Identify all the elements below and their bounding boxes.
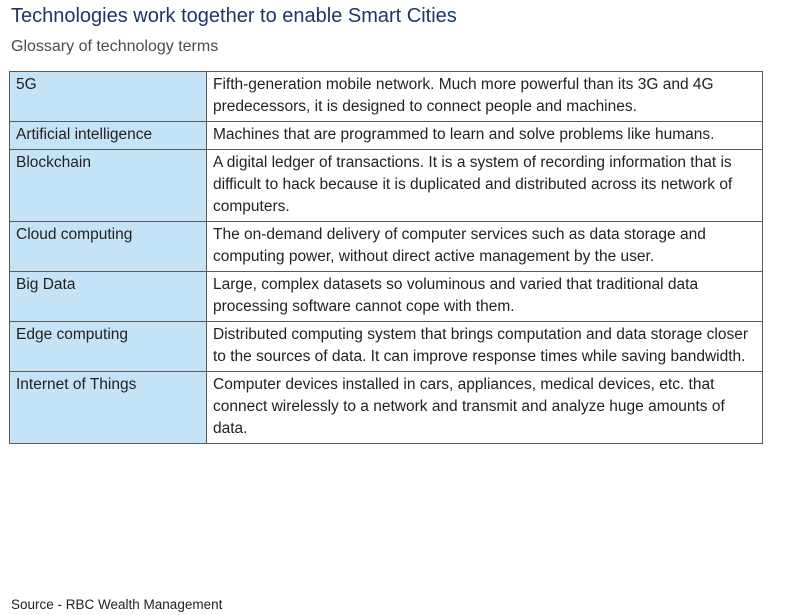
table-row	[10, 122, 763, 150]
glossary-table	[9, 71, 763, 444]
page-subtitle: Glossary of technology terms	[11, 38, 219, 55]
definition-cell: Distributed computing system that brings computation and data storage closer to the sources of data. It can improve response times while saving bandwidth.	[207, 322, 763, 372]
page-title: Technologies work together to enable Smart Cities	[11, 5, 457, 27]
definition-cell: Machines that are programmed to learn and solve problems like humans.	[207, 122, 763, 150]
table-row	[10, 372, 763, 444]
definition-cell: A digital ledger of transactions. It is a system of recording information that is difficult to hack because it is duplicated and distributed across its network of computers.	[207, 150, 763, 222]
term-cell: Internet of Things	[10, 372, 207, 444]
definition-cell: The on-demand delivery of computer services such as data storage and computing power, without direct active management by the user.	[207, 222, 763, 272]
table-row	[10, 72, 763, 122]
term-cell: Cloud computing	[10, 222, 207, 272]
term-cell: Edge computing	[10, 322, 207, 372]
term-cell: Artificial intelligence	[10, 122, 207, 150]
table-row	[10, 272, 763, 322]
term-cell: Blockchain	[10, 150, 207, 222]
definition-cell: Large, complex datasets so voluminous and varied that traditional data processing software cannot cope with them.	[207, 272, 763, 322]
source-note: Source - RBC Wealth Management	[11, 597, 223, 612]
table-row	[10, 150, 763, 222]
definition-cell: Computer devices installed in cars, appliances, medical devices, etc. that connect wirelessly to a network and transmit and analyze huge amounts of data.	[207, 372, 763, 444]
term-cell: 5G	[10, 72, 207, 122]
table-row	[10, 322, 763, 372]
table-row	[10, 222, 763, 272]
definition-cell: Fifth-generation mobile network. Much more powerful than its 3G and 4G predecessors, it is designed to connect people and machines.	[207, 72, 763, 122]
term-cell: Big Data	[10, 272, 207, 322]
